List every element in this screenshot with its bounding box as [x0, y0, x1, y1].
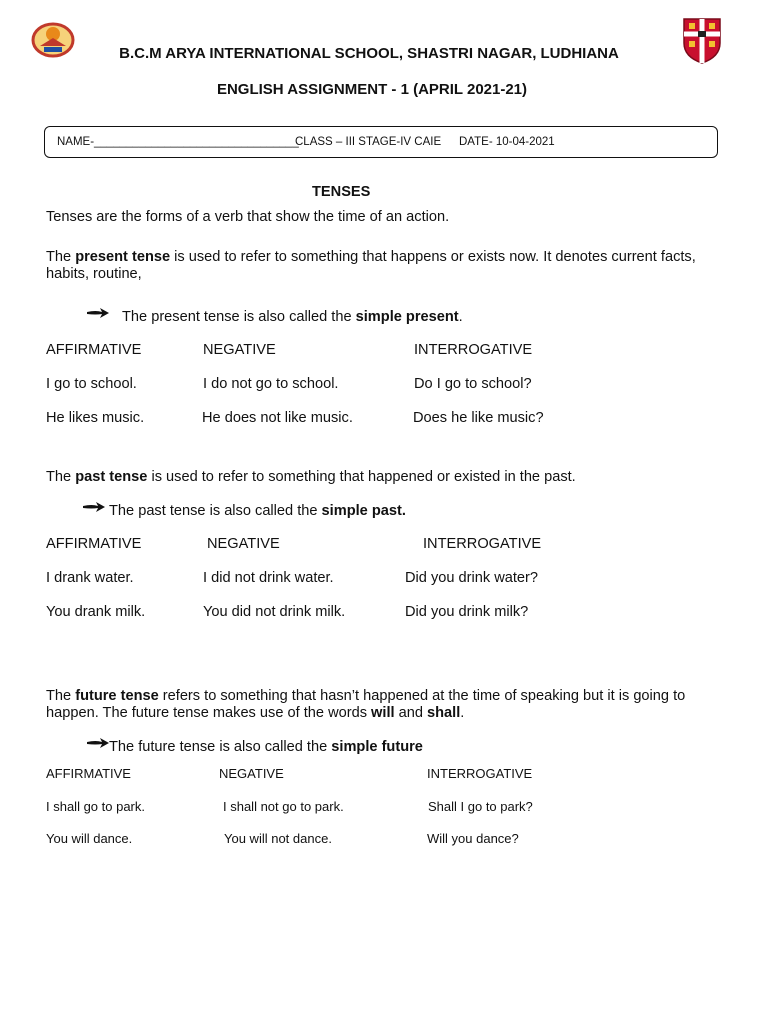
future-note: The future tense is also called the simple future [109, 739, 423, 755]
past-tense-paragraph: The past tense is used to refer to something that happened or existed in the past. [46, 469, 576, 485]
table-cell: I drank water. [46, 570, 134, 586]
future-header-interrogative: INTERROGATIVE [427, 766, 533, 781]
present-tense-paragraph: The present tense is used to refer to something that happens or exists now. It denotes current facts, habits, routine, [46, 249, 696, 282]
table-cell: Do I go to school? [414, 376, 532, 392]
date-label: DATE- 10-04-2021 [459, 136, 555, 148]
past-header-affirmative: AFFIRMATIVE [46, 536, 142, 552]
school-name: B.C.M ARYA INTERNATIONAL SCHOOL, SHASTRI NAGAR, LUDHIANA [119, 45, 619, 62]
future-header-affirmative: AFFIRMATIVE [46, 766, 131, 781]
assignment-title: ENGLISH ASSIGNMENT - 1 (APRIL 2021-21) [216, 81, 528, 98]
past-header-negative: NEGATIVE [207, 536, 280, 552]
table-cell: I did not drink water. [203, 570, 334, 586]
table-cell: He does not like music. [202, 410, 353, 426]
table-cell: He likes music. [46, 410, 145, 426]
right-arrow-icon [86, 736, 110, 754]
past-note: The past tense is also called the simple past. [109, 503, 406, 519]
present-header-affirmative: AFFIRMATIVE [46, 342, 142, 358]
right-arrow-icon [82, 500, 106, 518]
table-cell: I shall not go to park. [223, 799, 344, 814]
table-cell: I do not go to school. [203, 376, 339, 392]
future-tense-paragraph: The future tense refers to something that hasn’t happened at the time of speaking but it is going to happen. The future tense makes use of the words will and shall. [46, 688, 686, 721]
class-label: CLASS – III STAGE-IV CAIE [295, 136, 442, 148]
present-header-negative: NEGATIVE [203, 342, 276, 358]
table-cell: I shall go to park. [46, 799, 145, 814]
section-title: TENSES [312, 184, 371, 200]
table-cell: You drank milk. [46, 604, 146, 620]
present-note: The present tense is also called the simple present. [122, 309, 463, 325]
present-header-interrogative: INTERROGATIVE [414, 342, 533, 358]
table-cell: Did you drink water? [405, 570, 539, 586]
table-cell: Shall I go to park? [428, 799, 533, 814]
table-cell: You did not drink milk. [203, 604, 346, 620]
intro-text: Tenses are the forms of a verb that show the time of an action. [46, 209, 450, 225]
table-cell: You will not dance. [224, 831, 332, 846]
student-info-box [44, 126, 718, 158]
table-cell: You will dance. [46, 831, 133, 846]
table-cell: I go to school. [46, 376, 137, 392]
table-cell: Will you dance? [427, 831, 519, 846]
future-header-negative: NEGATIVE [219, 766, 284, 781]
table-cell: Did you drink milk? [405, 604, 529, 620]
past-header-interrogative: INTERROGATIVE [423, 536, 542, 552]
right-arrow-icon [86, 306, 110, 324]
name-field: NAME-________________________________ [57, 136, 299, 148]
table-cell: Does he like music? [413, 410, 544, 426]
